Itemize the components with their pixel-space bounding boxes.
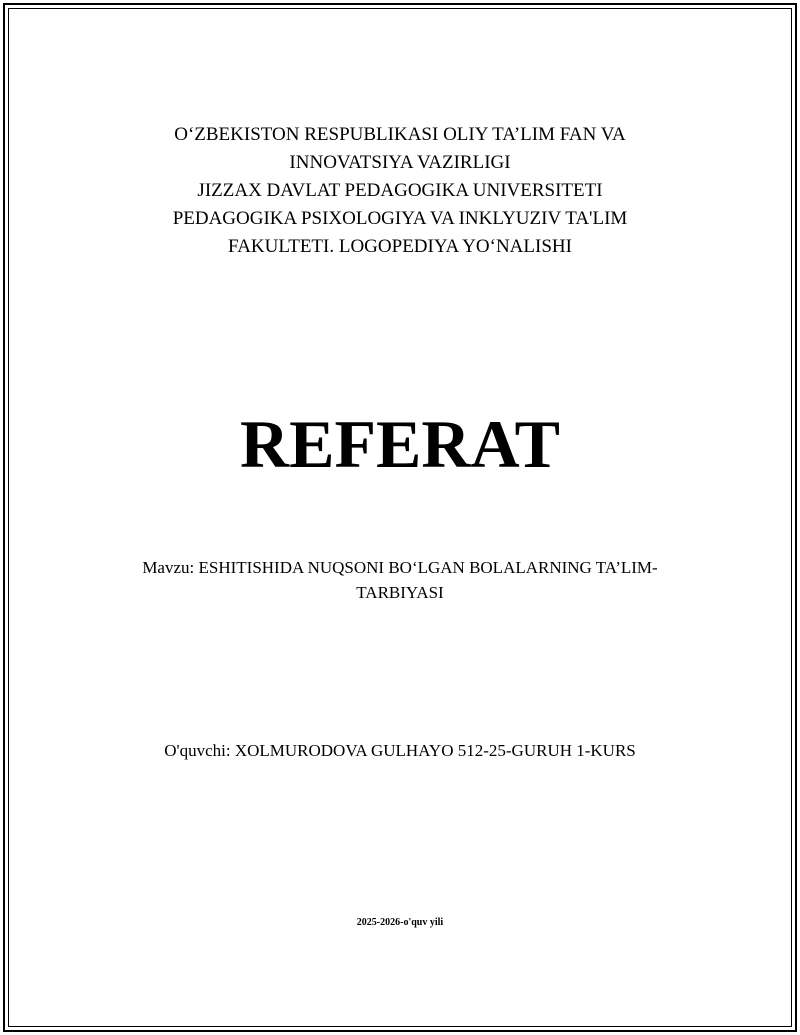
student-info: O'quvchi: XOLMURODOVA GULHAYO 512-25-GURUH 1-KURS — [164, 741, 636, 760]
topic-line: Mavzu: ESHITISHIDA NUQSONI BO‘LGAN BOLALARNING TA’LIM- — [142, 558, 658, 577]
topic-text — [100, 555, 700, 605]
header-line: FAKULTETI. LOGOPEDIYA YO‘NALISHI — [228, 236, 572, 257]
document-title: REFERAT — [240, 406, 560, 482]
topic-line: TARBIYASI — [356, 583, 444, 602]
header-line: INNOVATSIYA VAZIRLIGI — [289, 152, 511, 173]
institution-header — [0, 121, 800, 261]
academic-year: 2025-2026-o'quv yili — [356, 917, 444, 928]
header-line: O‘ZBEKISTON RESPUBLIKASI OLIY TA’LIM FAN VA — [174, 124, 626, 145]
header-line: JIZZAX DAVLAT PEDAGOGIKA UNIVERSITETI — [197, 180, 603, 201]
header-line: PEDAGOGIKA PSIXOLOGIYA VA INKLYUZIV TA'LIM — [172, 208, 628, 229]
